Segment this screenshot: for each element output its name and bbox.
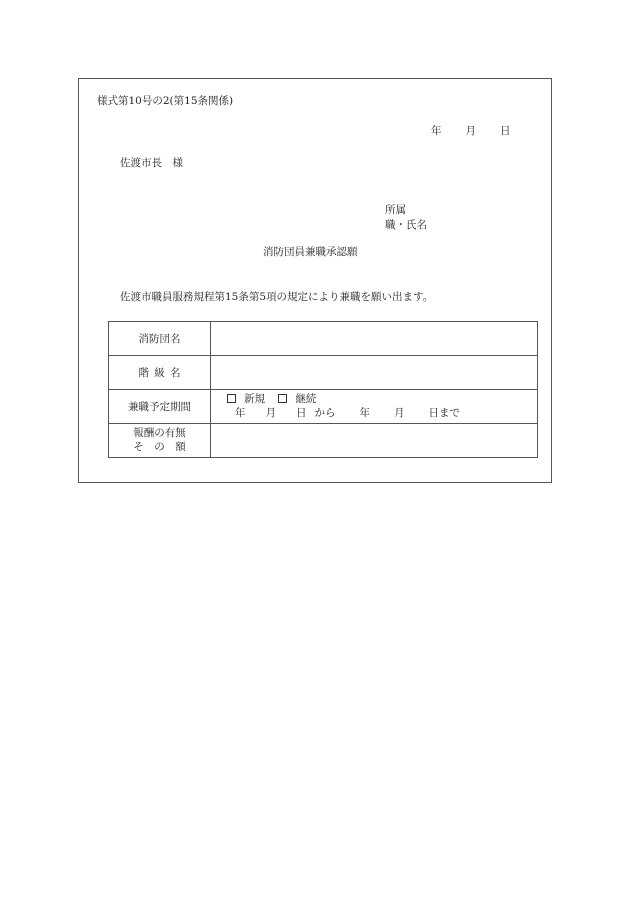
table-row — [109, 356, 538, 390]
period-options — [211, 393, 537, 406]
new-option-label: 新規 — [244, 393, 265, 406]
table-row — [109, 424, 538, 458]
title-name-label: 職・氏名 — [385, 219, 427, 232]
period-field — [211, 390, 538, 424]
date-day: 日 — [500, 125, 511, 137]
rank-field[interactable] — [211, 356, 538, 390]
continue-checkbox[interactable] — [278, 394, 287, 403]
date-line — [431, 126, 511, 137]
affiliation-label: 所属 — [385, 204, 406, 216]
addressee: 佐渡市長 様 — [120, 157, 183, 169]
remuneration-field[interactable] — [211, 424, 538, 458]
end-month: 月 — [394, 406, 405, 419]
until-label: 日まで — [428, 406, 460, 419]
form-number: 様式第10号の2(第15条関係) — [97, 95, 234, 107]
date-month: 月 — [465, 125, 476, 137]
body-text: 佐渡市職員服務規程第15条第5項の規定により兼職を願い出ます。 — [120, 291, 434, 303]
form-frame — [78, 78, 552, 483]
new-checkbox[interactable] — [227, 394, 236, 403]
start-month: 月 — [265, 406, 276, 419]
start-day: 日 — [296, 406, 307, 419]
fire-brigade-name-label: 消防団名 — [109, 322, 211, 356]
period-label: 兼職予定期間 — [109, 390, 211, 424]
table-row — [109, 390, 538, 424]
continue-option-label: 継続 — [295, 393, 317, 406]
table-row — [109, 322, 538, 356]
from-label: から — [314, 406, 336, 419]
date-year: 年 — [431, 125, 442, 137]
application-table — [108, 321, 538, 458]
rank-label: 階級名 — [109, 356, 211, 390]
period-dates — [211, 407, 537, 420]
fire-brigade-name-field[interactable] — [211, 322, 538, 356]
remuneration-label: 報酬の有無 そ の 額 — [109, 424, 211, 458]
document-title: 消防団員兼職承認願 — [263, 246, 358, 258]
applicant-block — [385, 203, 427, 233]
end-year: 年 — [359, 406, 370, 419]
start-year: 年 — [235, 406, 246, 419]
